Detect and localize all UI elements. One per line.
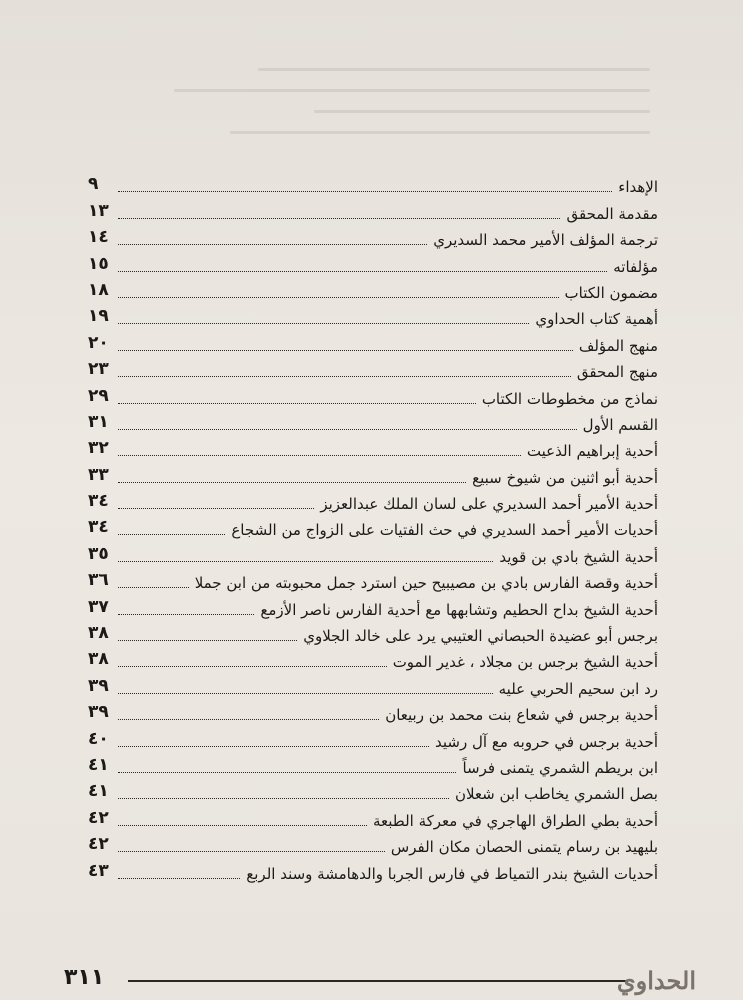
toc-entry-title: أحدية وقصة الفارس بادي بن مصيبيح حين استرد جمل محبوبته من ابن جملا [194,574,658,593]
toc-entry-page-number: ٢٩ [88,385,109,406]
toc-entry [88,566,658,592]
toc-entry-title: أحدية برجس في حروبه مع آل رشيد [435,732,658,751]
toc-dot-leader [118,217,560,219]
toc-entry [88,487,658,513]
toc-entry-page-number: ٣٢ [88,438,109,459]
toc-entry [88,856,658,882]
toc-entry [88,276,658,302]
toc-dot-leader [118,428,577,430]
toc-entry [88,408,658,434]
toc-entry [88,539,658,565]
toc-entry-page-number: ١٥ [88,253,109,274]
toc-entry [88,803,658,829]
toc-entry-page-number: ٤١ [88,754,109,775]
toc-entry-title: القسم الأول [582,415,658,434]
toc-entry-page-number: ٢٣ [88,359,109,380]
footer-page-number: ٣١١ [64,965,105,990]
toc-entry [88,170,658,196]
toc-entry-title: أحديات الشيخ بندر التمياط في فارس الجربا والدهامشة وسند الربع [246,864,658,883]
toc-entry [88,355,658,381]
toc-entry-title: بصل الشمري يخاطب ابن شعلان [454,785,658,804]
toc-entry-page-number: ٩ [88,174,99,195]
toc-dot-leader [118,639,297,641]
toc-entry-page-number: ١٨ [88,279,109,300]
footer-book-title: الحداوي [616,966,696,995]
page-footer [58,965,698,1000]
toc-dot-leader [118,454,521,456]
toc-entry-page-number: ٢٠ [88,332,109,353]
toc-entry-page-number: ٣٩ [88,702,109,723]
toc-entry-page-number: ٤٢ [88,834,109,855]
toc-dot-leader [118,718,379,720]
toc-entry-title: مضمون الكتاب [564,283,658,302]
toc-dot-leader [118,745,429,747]
toc-entry-title: مقدمة المحقق [566,204,658,223]
toc-entry [88,619,658,645]
toc-entry [88,777,658,803]
toc-entry-title: بليهيد بن رسام يتمنى الحصان مكان الفرس [390,838,658,857]
toc-entry-page-number: ٣٥ [88,543,109,564]
toc-dot-leader [118,613,254,615]
toc-entry-title: ترجمة المؤلف الأمير محمد السديري [433,231,658,250]
toc-entry-title: أحدية بطي الطراق الهاجري في معركة الطبعة [372,811,658,830]
toc-entry [88,223,658,249]
footer-rule [128,980,628,982]
toc-entry [88,196,658,222]
toc-entry [88,302,658,328]
toc-entry-title: برجس أبو عضيدة الحبصاني العتيبي يرد على خالد الجلاوي [303,627,658,646]
toc-dot-leader [118,190,612,192]
toc-entry-title: مؤلفاته [613,257,658,276]
toc-entry-page-number: ٣٨ [88,649,109,670]
toc-entry [88,381,658,407]
toc-dot-leader [118,877,240,879]
toc-entry [88,434,658,460]
toc-entry-page-number: ٤٢ [88,807,109,828]
toc-entry-title: أحدية الشيخ بادي بن قويد [499,547,658,566]
toc-entry-page-number: ١٣ [88,200,109,221]
table-of-contents [88,170,658,883]
toc-entry-page-number: ٤٠ [88,728,109,749]
toc-entry [88,671,658,697]
toc-entry [88,328,658,354]
toc-entry [88,460,658,486]
toc-dot-leader [118,481,466,483]
toc-entry [88,592,658,618]
toc-dot-leader [118,533,225,535]
toc-entry-page-number: ٣٩ [88,675,109,696]
toc-entry-page-number: ٣٤ [88,517,109,538]
toc-entry-title: رد ابن سحيم الحربي عليه [498,679,658,698]
toc-entry [88,698,658,724]
toc-dot-leader [118,824,367,826]
toc-entry-title: أحدية برجس في شعاع بنت محمد بن ربيعان [385,706,658,725]
toc-dot-leader [118,665,387,667]
toc-entry-title: أحديات الأمير أحمد السديري في حث الفتيات على الزواج من الشجاع [231,521,658,540]
toc-entry-title: أحدية الشيخ بداح الحطيم وتشابهها مع أحدية الفارس ناصر الأزمع [260,600,658,619]
toc-entry [88,513,658,539]
bleed-through-text [90,50,650,170]
toc-entry-page-number: ٣٨ [88,623,109,644]
toc-dot-leader [118,560,493,562]
toc-entry-page-number: ٤١ [88,781,109,802]
toc-dot-leader [118,586,189,588]
toc-entry-page-number: ٣٤ [88,491,109,512]
toc-entry-title: نماذج من مخطوطات الكتاب [481,389,658,408]
toc-entry-page-number: ٣٣ [88,464,109,485]
toc-entry-title: أحدية الشيخ برجس بن مجلاد ، غدير الموت [392,653,658,672]
toc-entry-page-number: ٤٣ [88,860,109,881]
toc-entry-page-number: ٣٦ [88,570,109,591]
toc-entry [88,751,658,777]
toc-entry-title: أحدية الأمير أحمد السديري على لسان الملك عبدالعزيز [320,495,658,514]
toc-entry-title: الإهداء [618,178,658,197]
toc-dot-leader [118,322,529,324]
toc-dot-leader [118,270,607,272]
toc-entry-title: أحدية إبراهيم الذعيت [526,442,658,461]
toc-dot-leader [118,349,573,351]
toc-dot-leader [118,296,559,298]
toc-dot-leader [118,850,385,852]
toc-entry [88,724,658,750]
toc-dot-leader [118,797,449,799]
toc-dot-leader [118,507,314,509]
toc-dot-leader [118,375,571,377]
toc-entry-page-number: ١٩ [88,306,109,327]
toc-entry-page-number: ٣١ [88,411,109,432]
toc-entry-title: أهمية كتاب الحداوي [535,310,658,329]
toc-entry [88,645,658,671]
toc-entry-title: ابن بريطم الشمري يتمنى فرساً [462,758,658,777]
toc-entry-title: أحدية أبو اثنين من شيوخ سبيع [472,468,658,487]
toc-entry-page-number: ١٤ [88,227,109,248]
toc-entry-title: منهج المحقق [576,363,658,382]
toc-dot-leader [118,402,476,404]
toc-entry [88,830,658,856]
toc-entry-page-number: ٣٧ [88,596,109,617]
toc-entry-title: منهج المؤلف [578,336,658,355]
toc-dot-leader [118,243,427,245]
toc-dot-leader [118,692,493,694]
toc-entry [88,249,658,275]
toc-dot-leader [118,771,456,773]
